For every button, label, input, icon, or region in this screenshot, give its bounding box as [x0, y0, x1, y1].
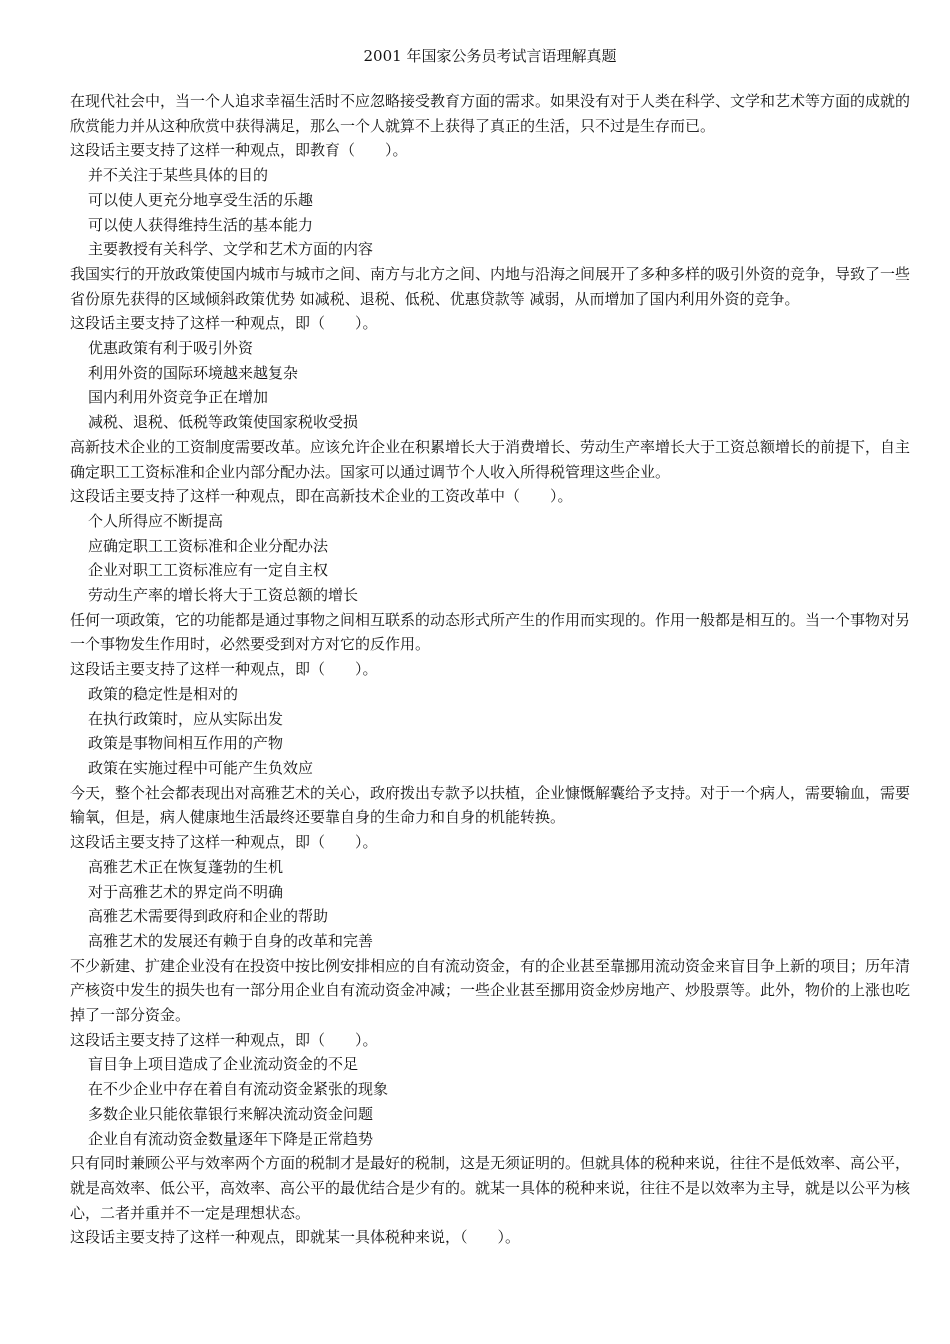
answer-option: 劳动生产率的增长将大于工资总额的增长 — [88, 586, 359, 605]
question-stem: 这段话主要支持了这样一种观点，即（ ）。 — [70, 1030, 378, 1049]
document-title: 2001 年国家公务员考试言语理解真题 — [363, 47, 617, 65]
answer-option: 高雅艺术需要得到政府和企业的帮助 — [88, 907, 329, 926]
answer-option: 政策在实施过程中可能产生负效应 — [88, 758, 314, 777]
question-passage: 今天，整个社会都表现出对高雅艺术的关心，政府拨出专款予以扶植，企业慷慨解囊给予支持。对于一个病人，需要输血，需要输氧，但是，病人健康地生活最终还要靠自身的生命力和自身的机能转换。 — [70, 783, 911, 827]
question-block — [70, 608, 910, 781]
question-stem: 这段话主要支持了这样一种观点，即（ ）。 — [70, 833, 378, 852]
question-block — [70, 262, 910, 435]
answer-option: 企业对职工工资标准应有一定自主权 — [88, 561, 329, 580]
answer-option: 国内利用外资竞争正在增加 — [88, 388, 269, 407]
answer-option: 政策是事物间相互作用的产物 — [88, 734, 284, 753]
question-stem: 这段话主要支持了这样一种观点，即就某一具体税种来说，（ ）。 — [70, 1228, 521, 1247]
question-stem: 这段话主要支持了这样一种观点，即（ ）。 — [70, 314, 378, 333]
question-block — [70, 1151, 910, 1250]
answer-option: 在不少企业中存在着自有流动资金紧张的现象 — [88, 1080, 389, 1099]
answer-option: 主要教授有关科学、文学和艺术方面的内容 — [88, 240, 374, 259]
answer-option: 多数企业只能依靠银行来解决流动资金问题 — [88, 1104, 374, 1123]
answer-option: 在执行政策时，应从实际出发 — [88, 709, 284, 728]
answer-option: 盲目争上项目造成了企业流动资金的不足 — [88, 1055, 359, 1074]
answer-option: 可以使人更充分地享受生活的乐趣 — [88, 190, 314, 209]
question-stem: 这段话主要支持了这样一种观点，即教育（ ）。 — [70, 141, 408, 160]
question-stem: 这段话主要支持了这样一种观点，即在高新技术企业的工资改革中（ ）。 — [70, 487, 573, 506]
question-passage: 我国实行的开放政策使国内城市与城市之间、南方与北方之间、内地与沿海之间展开了多种多样的吸引外资的竞争，导致了一些省份原先获得的区域倾斜政策优势 如减税、退税、低税、优惠贷款等 减弱，从而增加了国内利用外资的竞争。 — [70, 264, 911, 308]
answer-option: 可以使人获得维持生活的基本能力 — [88, 215, 314, 234]
answer-option: 政策的稳定性是相对的 — [88, 684, 239, 703]
question-passage: 不少新建、扩建企业没有在投资中按比例安排相应的自有流动资金，有的企业甚至靠挪用流动资金来盲目争上新的项目；历年清产核资中发生的损失也有一部分用企业自有流动资金冲减；一些企业甚至挪用资金炒房地产、炒股票等。此外，物价的上涨也吃掉了一部分资金。 — [70, 956, 911, 1025]
question-passage: 在现代社会中，当一个人追求幸福生活时不应忽略接受教育方面的需求。如果没有对于人类在科学、文学和艺术等方面的成就的欣赏能力并从这种欣赏中获得满足，那么一个人就算不上获得了真正的生活，只不过是生存而已。 — [70, 92, 911, 135]
answer-option: 个人所得应不断提高 — [88, 511, 224, 530]
answer-option: 应确定职工工资标准和企业分配办法 — [88, 536, 329, 555]
question-list — [70, 89, 910, 1250]
answer-option: 优惠政策有利于吸引外资 — [88, 339, 254, 358]
question-block — [70, 954, 910, 1152]
answer-option: 企业自有流动资金数量逐年下降是正常趋势 — [88, 1129, 374, 1148]
answer-option: 对于高雅艺术的界定尚不明确 — [88, 882, 284, 901]
answer-option: 减税、退税、低税等政策使国家税收受损 — [88, 413, 359, 432]
question-block — [70, 89, 910, 262]
answer-option: 高雅艺术的发展还有赖于自身的改革和完善 — [88, 931, 374, 950]
question-passage: 任何一项政策，它的功能都是通过事物之间相互联系的动态形式所产生的作用而实现的。作用一般都是相互的。当一个事物对另一个事物发生作用时，必然要受到对方对它的反作用。 — [70, 610, 911, 654]
question-block — [70, 781, 910, 954]
answer-option: 高雅艺术正在恢复蓬勃的生机 — [88, 857, 284, 876]
answer-option: 并不关注于某些具体的目的 — [88, 166, 269, 185]
question-block — [70, 435, 910, 608]
question-stem: 这段话主要支持了这样一种观点，即（ ）。 — [70, 660, 378, 679]
question-passage: 高新技术企业的工资制度需要改革。应该允许企业在积累增长大于消费增长、劳动生产率增长大于工资总额增长的前提下，自主确定职工工资标准和企业内部分配办法。国家可以通过调节个人收入所得税管理这些企业。 — [70, 437, 911, 481]
answer-option: 利用外资的国际环境越来越复杂 — [88, 363, 299, 382]
question-passage: 只有同时兼顾公平与效率两个方面的税制才是最好的税制，这是无须证明的。但就具体的税种来说，往往不是低效率、高公平，就是高效率、低公平，高效率、高公平的最优结合是少有的。就某一具体的税种来说，往往不是以效率为主导，就是以公平为核心，二者并重并不一定是理想状态。 — [70, 1154, 911, 1222]
